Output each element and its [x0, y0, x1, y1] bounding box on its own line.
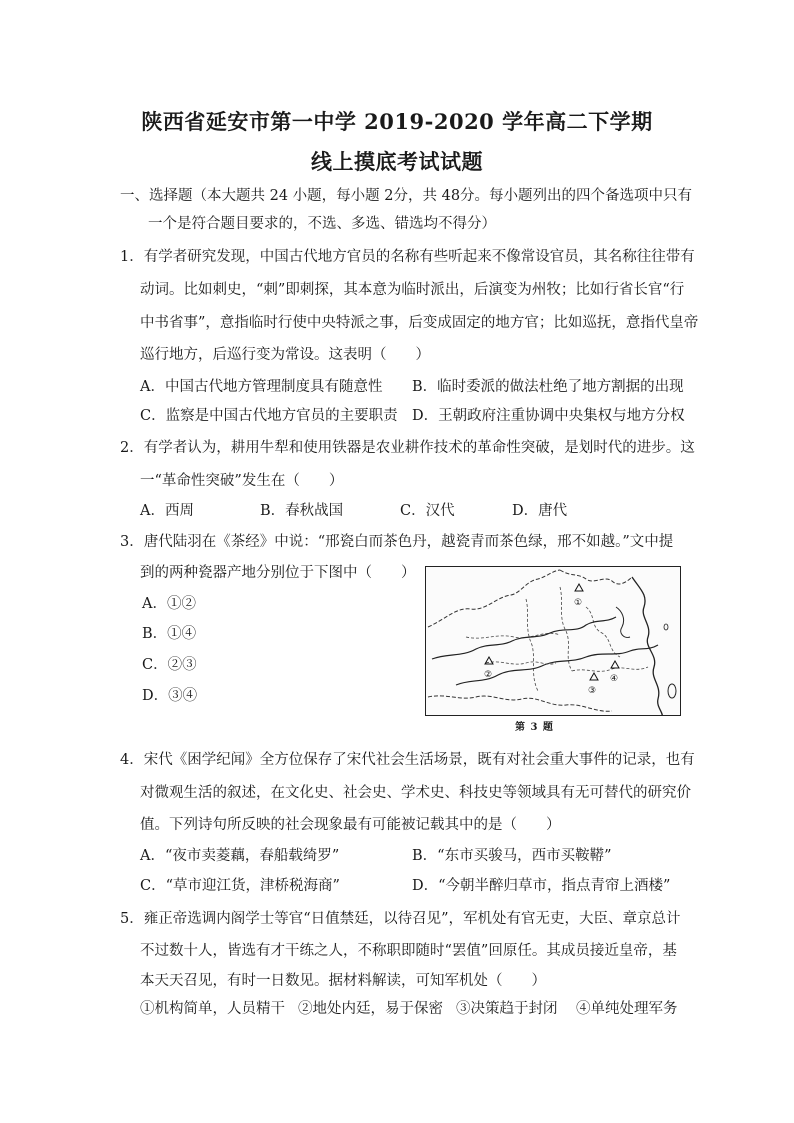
page-title: 陕西省延安市第一中学 2019-2020 学年高二下学期 — [141, 109, 653, 134]
q3-stem-line2: 到的两种瓷器产地分别位于下图中（ ） — [140, 565, 416, 581]
q1-option-d[interactable]: D．王朝政府注重协调中央集权与地方分权 — [412, 408, 685, 424]
q4-stem-line1: 4．宋代《困学纪闻》全方位保存了宋代社会生活场景，既有对社会重大事件的记录，也有 — [120, 752, 695, 768]
q1-option-a[interactable]: A．中国古代地方管理制度具有随意性 — [140, 379, 383, 395]
page-subtitle: 线上摸底考试试题 — [311, 149, 483, 174]
map-figure — [425, 566, 681, 716]
china-map-svg — [426, 567, 681, 716]
q3-option-a[interactable]: A．①② — [142, 596, 196, 612]
q3-option-c[interactable]: C．②③ — [142, 657, 197, 673]
q4-stem-line3: 值。下列诗句所反映的社会现象最有可能被记载其中的是（ ） — [140, 817, 561, 833]
q2-option-a[interactable]: A．西周 — [140, 503, 194, 519]
coastline — [632, 577, 662, 716]
q1-option-b[interactable]: B．临时委派的做法杜绝了地方割据的出现 — [412, 379, 684, 395]
q5-item-2: ②地处内廷，易于保密 — [298, 1001, 443, 1017]
bay-outline — [616, 607, 630, 637]
site-4-label: ④ — [610, 674, 619, 684]
northeast-border — [560, 570, 632, 584]
q5-stem-line1: 5．雍正帝选调内阁学士等官“日值禁廷，以待召见”，军机处有官无吏，大臣、章京总计 — [120, 911, 681, 927]
section-instructions-line1: 一、选择题（本大题共 24 小题，每小题 2分，共 48分。每小题列出的四个备选项中只有 — [120, 188, 693, 204]
q1-stem-line1: 1．有学者研究发现，中国古代地方官员的名称有些听起来不像常设官员，其名称往往带有 — [120, 249, 695, 265]
island — [664, 624, 668, 630]
q5-item-3: ③决策趋于封闭 — [456, 1001, 558, 1017]
site-4-triangle — [611, 661, 619, 668]
q2-option-b[interactable]: B．春秋战国 — [260, 503, 344, 519]
q5-stem-line2: 不过数十人，皆选有才干练之人，不称职即随时“罢值”回原任。其成员接近皇帝，基 — [140, 943, 677, 959]
province-line — [572, 667, 648, 671]
site-3-label: ③ — [588, 686, 597, 696]
province-line — [586, 607, 620, 657]
southern-border — [428, 696, 612, 711]
q5-stem-line3: 本天天召见，有时一日数见。据材料解读，可知军机处（ ） — [140, 973, 546, 989]
river-line — [432, 617, 616, 659]
site-2-label: ② — [484, 670, 493, 680]
q4-stem-line2: 对微观生活的叙述，在文化史、社会史、学术史、科技史等领域具有无可替代的研究价 — [140, 785, 691, 801]
q2-stem-line2: 一“革命性突破”发生在（ ） — [140, 473, 344, 489]
q4-option-c[interactable]: C．“草市迎江货，津桥税海商” — [140, 878, 340, 894]
island — [668, 684, 676, 698]
site-1-triangle — [575, 584, 583, 591]
province-line — [526, 599, 538, 691]
q4-option-d[interactable]: D．“今朝半醉归草市，指点青帘上酒楼” — [412, 878, 671, 894]
q3-option-d[interactable]: D．③④ — [142, 688, 198, 704]
q3-stem-line1: 3．唐代陆羽在《茶经》中说：“邢瓷白而茶色丹，越瓷青而茶色绿，邢不如越。”文中提 — [120, 534, 674, 550]
q1-stem-line3: 中书省事”，意指临时行使中央特派之事，后变成固定的地方官；比如巡抚，意指代皇帝 — [140, 315, 699, 331]
q5-item-1: ①机构简单，人员精干 — [140, 1001, 285, 1017]
province-line — [560, 587, 572, 671]
site-1-label: ① — [574, 598, 583, 608]
q3-option-b[interactable]: B．①④ — [142, 626, 197, 642]
q2-stem-line1: 2．有学者认为，耕用牛犁和使用铁器是农业耕作技术的革命性突破，是划时代的进步。这 — [120, 440, 695, 456]
map-caption: 第 3 题 — [515, 722, 554, 733]
q4-option-b[interactable]: B．“东市买骏马，西市买鞍鞯” — [412, 848, 612, 864]
q1-stem-line4: 巡行地方，后巡行变为常设。这表明（ ） — [140, 347, 430, 363]
q2-option-d[interactable]: D．唐代 — [512, 503, 568, 519]
q1-option-c[interactable]: C．监察是中国古代地方官员的主要职责 — [140, 408, 398, 424]
q4-option-a[interactable]: A．“夜市卖菱藕，春船载绮罗” — [140, 848, 340, 864]
section-instructions-line2: 一个是符合题目要求的，不选、多选、错选均不得分） — [148, 216, 496, 232]
northern-border — [428, 570, 560, 627]
q1-stem-line2: 动词。比如刺史，“刺”即刺探，其本意为临时派出，后演变为州牧；比如行省长官“行 — [140, 282, 685, 298]
q2-option-c[interactable]: C．汉代 — [400, 503, 455, 519]
site-3-triangle — [590, 673, 598, 680]
q5-item-4: ④单纯处理军务 — [576, 1001, 678, 1017]
